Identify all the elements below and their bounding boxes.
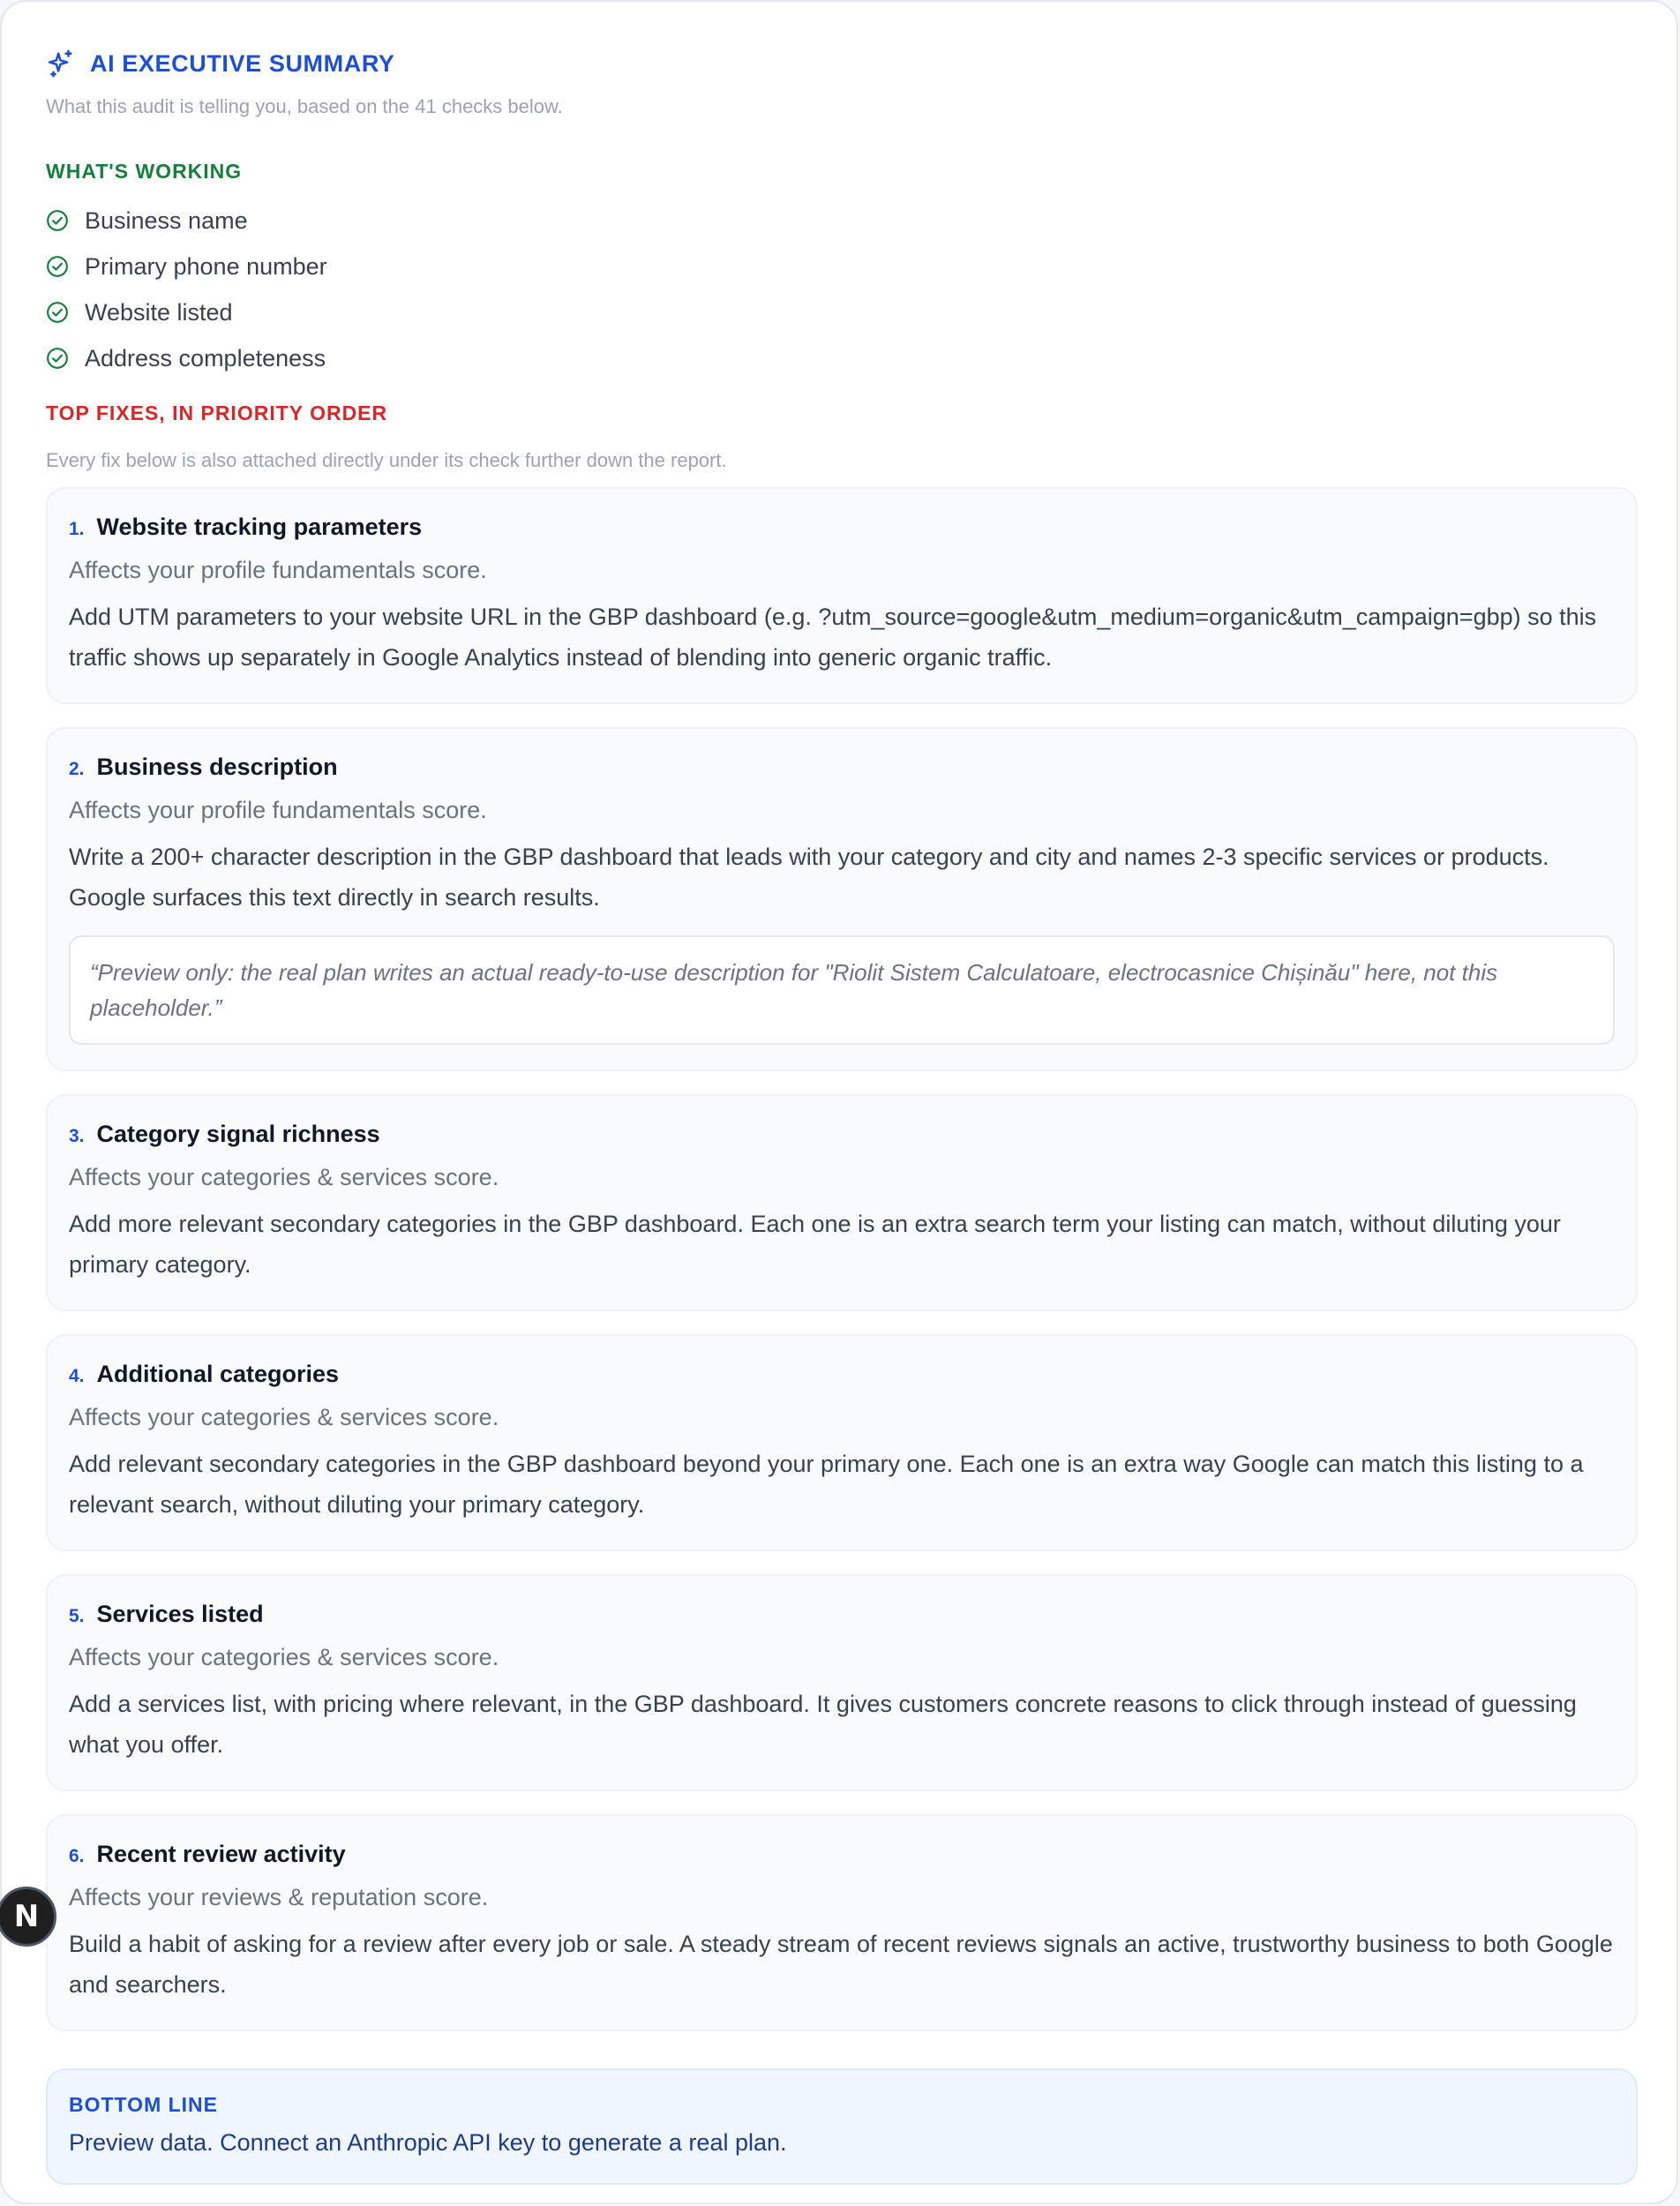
fix-body: Add more relevant secondary categories in the GBP dashboard. Each one is an extra search term your listing can match, without diluting your primary category. [69, 1211, 1561, 1278]
fix-card-services-listed [46, 1574, 1638, 1791]
page-title: AI EXECUTIVE SUMMARY [90, 49, 395, 77]
fix-body: Add relevant secondary categories in the GBP dashboard beyond your primary one. Each one is an extra way Google can match this listing to a relevant search, without diluting your primary category. [69, 1451, 1584, 1518]
fix-title: Category signal richness [96, 1121, 380, 1147]
fix-card-category-signal-richness [46, 1094, 1638, 1311]
list-item [46, 335, 1632, 381]
fix-affects: Affects your categories & services score. [69, 1404, 499, 1430]
fix-title: Services listed [96, 1601, 264, 1627]
check-circle-icon [46, 255, 69, 278]
fix-card-recent-review-activity [46, 1814, 1638, 2031]
working-item-label: Address completeness [85, 344, 326, 371]
fix-number: 3. [69, 1126, 85, 1146]
fix-body: Build a habit of asking for a review after every job or sale. A steady stream of recent reviews signals an active, trustworthy business to both Google and searchers. [69, 1931, 1613, 1998]
top-fixes-note: Every fix below is also attached directly under its check further down the report. [46, 449, 727, 471]
bottom-line-text: Preview data. Connect an Anthropic API key to generate a real plan. [69, 2129, 787, 2156]
working-item-label: Business name [85, 206, 248, 234]
working-item-label: Primary phone number [85, 252, 327, 280]
nextjs-badge-letter: N [13, 1899, 40, 1934]
fix-card-website-tracking [46, 487, 1638, 704]
sparkle-icon [46, 49, 76, 79]
fix-body: Write a 200+ character description in the GBP dashboard that leads with your category and city and names 2-3 specific services or products. Google surfaces this text directly in search results. [69, 844, 1549, 911]
fix-card-business-description [46, 727, 1638, 1071]
bottom-line-label: BOTTOM LINE [69, 2093, 219, 2116]
check-circle-icon [46, 347, 69, 370]
list-item [46, 198, 1632, 244]
fix-affects: Affects your profile fundamentals score. [69, 557, 487, 583]
fix-affects: Affects your categories & services score. [69, 1644, 499, 1670]
fix-number: 2. [69, 759, 85, 779]
fix-body: Add UTM parameters to your website URL in the GBP dashboard (e.g. ?utm_source=google&utm_medium=organic&utm_campaign=gbp) so this traffic shows up separately in Google Analytics instead of blending into generic organic traffic. [69, 604, 1597, 671]
check-circle-icon [46, 301, 69, 324]
whats-working-list [46, 198, 1632, 381]
whats-working-label: WHAT'S WORKING [46, 160, 243, 183]
list-item [46, 244, 1632, 289]
page-subtitle: What this audit is telling you, based on the 41 checks below. [46, 95, 563, 117]
fix-affects: Affects your reviews & reputation score. [69, 1884, 489, 1910]
check-circle-icon [46, 209, 69, 232]
list-item [46, 289, 1632, 335]
fix-number: 4. [69, 1366, 85, 1386]
fix-title: Additional categories [96, 1361, 340, 1387]
top-fixes-list [46, 487, 1632, 2031]
top-fixes-label: TOP FIXES, IN PRIORITY ORDER [46, 401, 388, 424]
working-item-label: Website listed [85, 298, 233, 326]
summary-header [46, 44, 1632, 83]
fix-affects: Affects your profile fundamentals score. [69, 797, 487, 823]
fix-affects: Affects your categories & services score. [69, 1164, 499, 1190]
description-preview-quote: “Preview only: the real plan writes an actual ready-to-use description for "Riolit Sistem Calculatoare, electrocasnice Chișinău" here, not this placeholder.” [69, 935, 1615, 1045]
fix-number: 5. [69, 1606, 85, 1626]
fix-title: Recent review activity [96, 1841, 346, 1867]
fix-card-additional-categories [46, 1334, 1638, 1551]
fix-number: 6. [69, 1846, 85, 1866]
bottom-line-box [46, 2068, 1638, 2185]
fix-title: Website tracking parameters [96, 514, 423, 540]
fix-title: Business description [96, 754, 338, 780]
fix-number: 1. [69, 519, 85, 539]
fix-body: Add a services list, with pricing where relevant, in the GBP dashboard. It gives customers concrete reasons to click through instead of guessing what you offer. [69, 1691, 1577, 1758]
